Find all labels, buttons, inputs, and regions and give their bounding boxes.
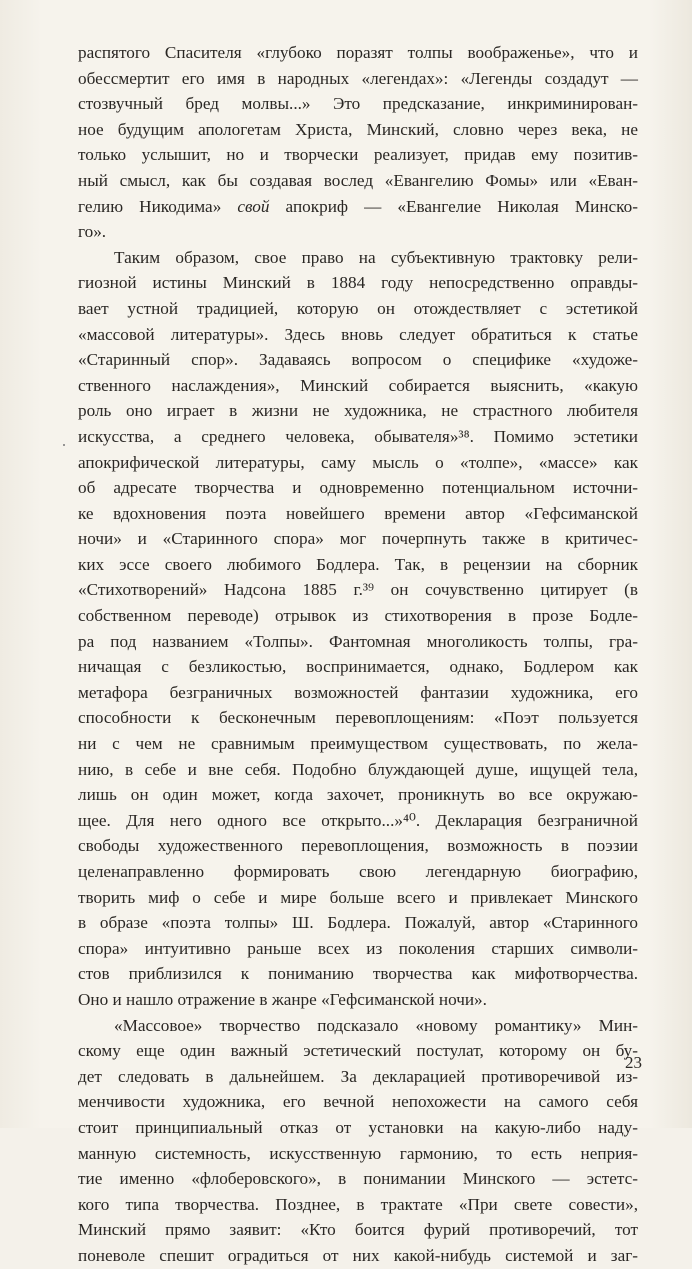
- text-line: Оно и нашло отражение в жанре «Гефсиманской ночи».: [78, 989, 487, 1009]
- text-line: гиозной истины Минский в 1884 году непосредственно оправды-: [78, 273, 638, 293]
- text-line: Таким образом, свое право на субъективную трактовку рели-: [114, 247, 638, 267]
- text-line: манную системность, искусственную гармонию, то есть неприя-: [78, 1143, 638, 1163]
- text-line: ственного наслаждения», Минский собирается выяснить, «какую: [78, 375, 638, 395]
- text-line: стоит принципиальный отказ от установки на какую-либо наду-: [78, 1117, 638, 1137]
- paper-speck: [63, 444, 65, 446]
- text-line: ное будущим апологетам Христа, Минский, словно через века, не: [78, 119, 638, 139]
- text-line: «массовой литературы». Здесь вновь следует обратиться к статье: [78, 324, 638, 344]
- text-line: спора» интуитивно раньше всех из поколения старших символи-: [78, 938, 638, 958]
- text-line: обессмертит его имя в народных «легендах»: «Легенды создадут —: [78, 68, 638, 88]
- text-line: в образе «поэта толпы» Ш. Бодлера. Пожалуй, автор «Старинного: [78, 913, 638, 933]
- text-line: Минский прямо заявит: «Кто боится фурий противоречий, тот: [78, 1220, 638, 1240]
- text-line: ни с чем не сравнимым преимуществом существовать, по жела-: [78, 734, 638, 754]
- page-number: 23: [625, 1053, 642, 1072]
- text-line: го».: [78, 222, 107, 242]
- text-line: щее. Для него одного все открыто...»⁴⁰. Декларация безграничной: [78, 810, 638, 830]
- text-line: нию, в себе и вне себя. Подобно блуждающей душе, ищущей тела,: [78, 759, 638, 779]
- body-text: [78, 40, 638, 1269]
- text-line: стозвучный бред молвы...» Это предсказание, инкриминирован-: [78, 94, 638, 114]
- text-line: ра под названием «Толпы». Фантомная многоликость толпы, гра-: [78, 631, 638, 651]
- text-line: ничащая с безликостью, воспринимается, однако, Бодлером как: [78, 657, 638, 677]
- emphasis: свой: [237, 196, 270, 216]
- text-line: свободы художественного перевоплощения, возможность в поэзии: [78, 836, 638, 856]
- text-line: гелию Никодима» свой апокриф — «Евангелие Николая Минско-: [78, 196, 638, 216]
- text-line: искусства, а среднего человека, обывателя»³⁸. Помимо эстетики: [78, 426, 638, 446]
- text-line: «Массовое» творчество подсказало «новому романтику» Мин-: [114, 1015, 638, 1035]
- text-line: собственном переводе) отрывок из стихотворения в прозе Бодле-: [78, 606, 638, 626]
- text-line: вает устной традицией, которую он отождествляет с эстетикой: [78, 298, 638, 318]
- text-line: роль оно играет в жизни не художника, не страстного любителя: [78, 401, 638, 421]
- text-line: стов приблизился к пониманию творчества как мифотворчества.: [78, 964, 638, 984]
- text-line: лишь он один может, когда захочет, проникнуть во все окружаю-: [78, 785, 638, 805]
- text-line: об адресате творчества и одновременно потенциальном источни-: [78, 478, 638, 498]
- text-line: дет следовать в дальнейшем. За декларацией противоречивой из-: [78, 1066, 638, 1086]
- text-line: «Стихотворений» Надсона 1885 г.³⁹ он сочувственно цитирует (в: [78, 580, 638, 600]
- text-line: «Старинный спор». Задаваясь вопросом о специфике «художе-: [78, 350, 638, 370]
- text-line: метафора безграничных возможностей фантазии художника, его: [78, 682, 638, 702]
- text-line: тие именно «флоберовского», в понимании Минского — эстетс-: [78, 1169, 638, 1189]
- text-line: распятого Спасителя «глубоко поразят толпы воображенье», что и: [78, 43, 638, 62]
- text-line: кого типа творчества. Позднее, в трактате «При свете совести»,: [78, 1194, 638, 1214]
- text-line: только услышит, но и творчески реализует, придав ему позитив-: [78, 145, 638, 165]
- text-line: ный смысл, как бы создавая вослед «Евангелию Фомы» или «Еван-: [78, 170, 638, 190]
- text-line: поневоле спешит оградиться от них какой-нибудь системой и заг-: [78, 1245, 638, 1265]
- text-line: апокрифической литературы, саму мысль о «толпе», «массе» как: [78, 452, 638, 472]
- text-line: ке вдохновения поэта новейшего времени автор «Гефсиманской: [78, 503, 638, 523]
- text-line: целенаправленно формировать свою легендарную биографию,: [78, 862, 638, 881]
- text-line: ких эссе своего любимого Бодлера. Так, в рецензии на сборник: [78, 554, 638, 574]
- text-line: менчивости художника, его вечной непохожести на самого себя: [78, 1092, 638, 1112]
- text-line: скому еще один важный эстетический постулат, которому он бу-: [78, 1041, 638, 1061]
- text-line: способности к бесконечным перевоплощениям: «Поэт пользуется: [78, 708, 638, 728]
- text-line: ночи» и «Старинного спора» мог почерпнуть также в критичес-: [78, 529, 638, 549]
- text-line: творить миф о себе и мире больше всего и привлекает Минского: [78, 887, 638, 907]
